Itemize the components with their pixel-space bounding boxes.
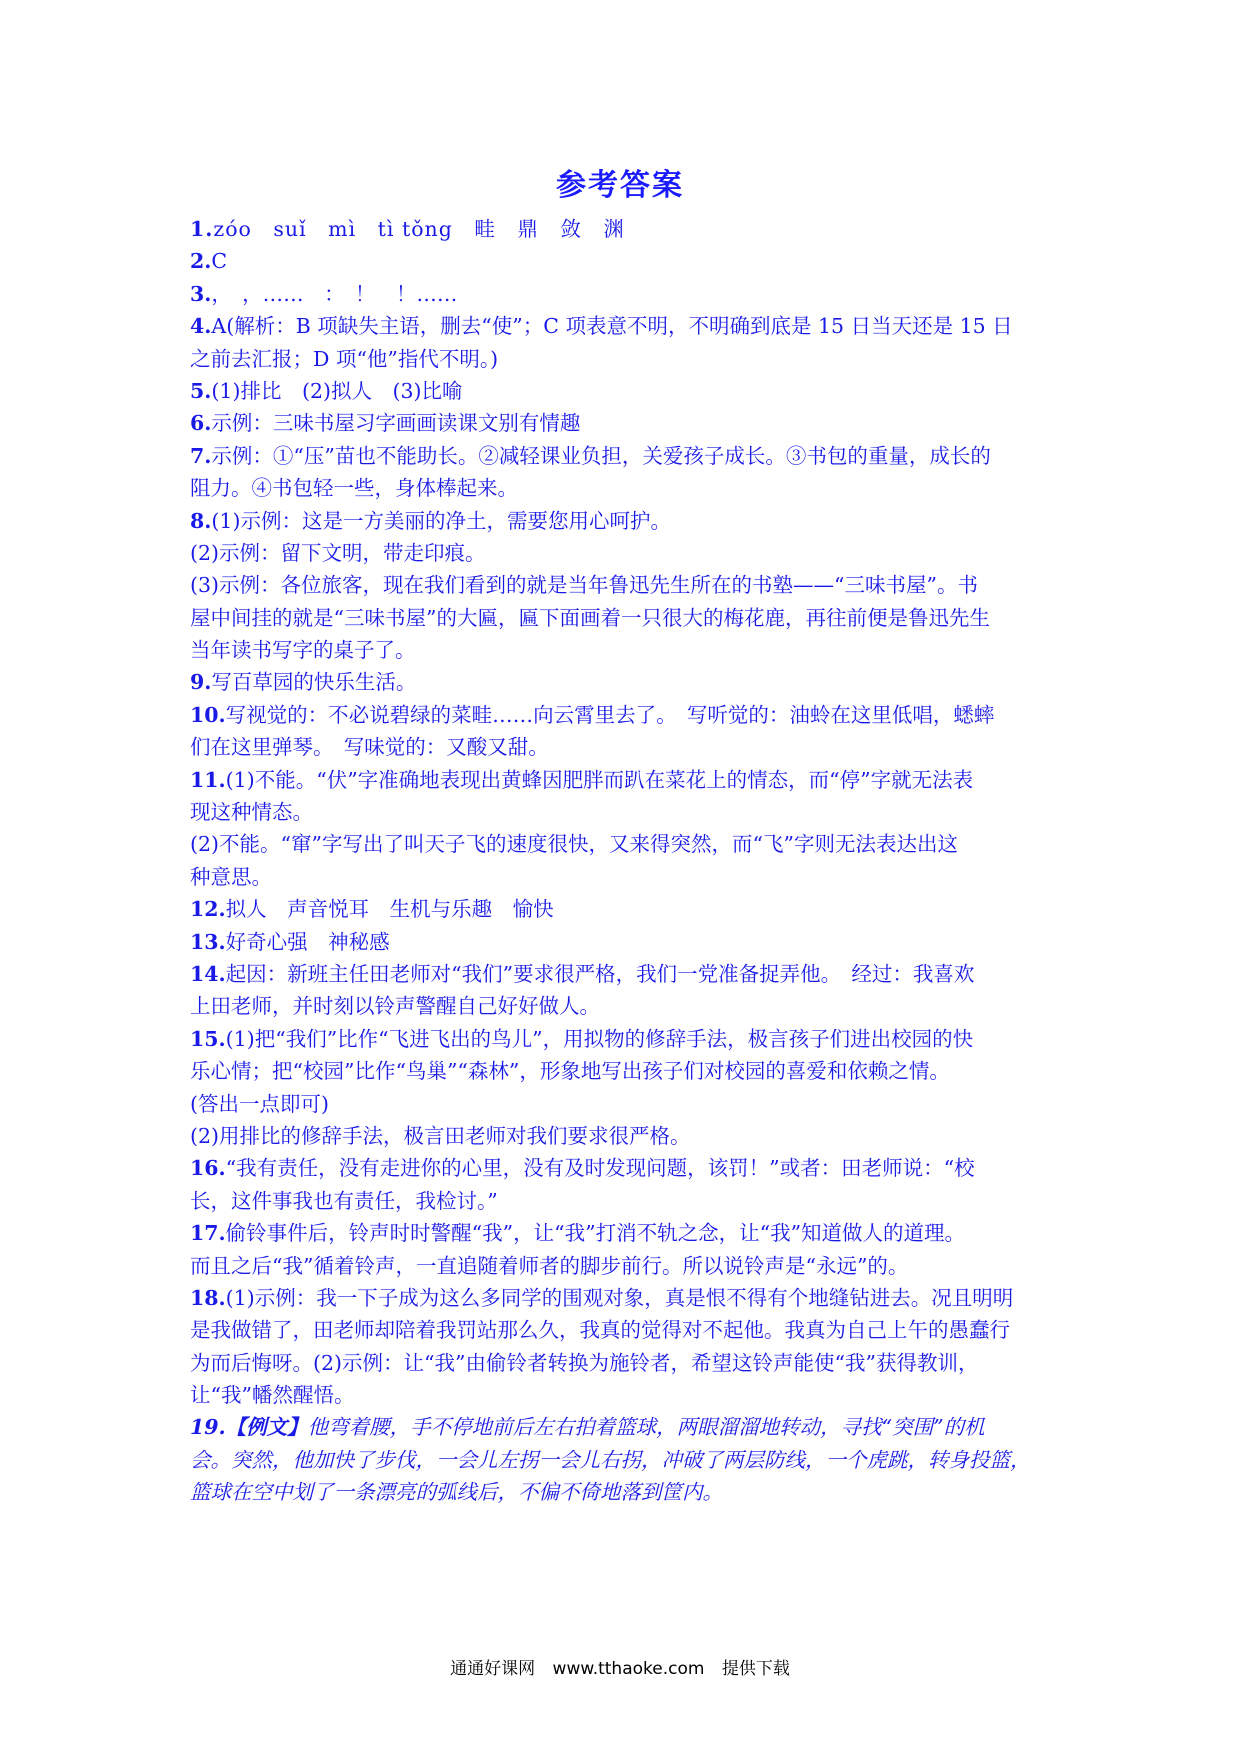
answer-11-cont: 现这种情态。 [190, 800, 313, 825]
answer-18-cont: 让“我”幡然醒悟。 [190, 1383, 355, 1408]
answer-text: (1)排比 (2)拟人 (3)比喻 [211, 378, 463, 403]
answer-text: “我有责任，没有走进你的心里，没有及时发现问题，该罚！”或者：田老师说：“校 [225, 1156, 975, 1181]
answer-8-cont: 当年读书写字的桌子了。 [190, 638, 416, 663]
answer-5 [190, 375, 1066, 407]
footer-url: www.tthaoke.com [552, 1659, 705, 1679]
answer-14 [190, 958, 1066, 990]
answer-number: 1. [190, 217, 214, 241]
answer-number: 14. [190, 961, 226, 986]
answer-list [190, 213, 1066, 1509]
answer-number: 12. [190, 897, 226, 922]
answer-8-cont: 屋中间挂的就是“三味书屋”的大匾，匾下面画着一只很大的梅花鹿，再往前便是鲁迅先生 [190, 605, 990, 630]
answer-text: A(解析：B 项缺失主语，删去“使”；C 项表意不明，不明确到底是 15 日当天还是 15 日 [211, 314, 1013, 339]
answer-8-cont: (2)示例：留下文明，带走印痕。 [190, 540, 486, 565]
answer-number: 6. [190, 411, 212, 436]
answer-number: 11. [190, 767, 226, 792]
answer-text: 他弯着腰，手不停地前后左右拍着篮球，两眼溜溜地转动，寻找“突围”的机 [307, 1415, 985, 1440]
answer-19 [190, 1411, 1066, 1443]
answer-6 [190, 407, 1066, 439]
answer-18-cont: 为而后悔呀。(2)示例：让“我”由偷铃者转换为施铃者，希望这铃声能使“我”获得教训， [190, 1350, 979, 1375]
answer-text: 拟人 声音悦耳 生机与乐趣 愉快 [225, 897, 554, 922]
answer-2 [190, 245, 1066, 277]
answer-14-cont: 上田老师，并时刻以铃声警醒自己好好做人。 [190, 994, 600, 1019]
answer-8 [190, 505, 1066, 537]
answer-text: 写视觉的：不必说碧绿的菜畦……向云霄里去了。 写听觉的：油蛉在这里低唱，蟋蟀 [225, 702, 995, 727]
answer-4 [190, 310, 1066, 342]
answer-number: 2. [190, 249, 212, 274]
answer-18 [190, 1282, 1066, 1314]
model-essay-label: 【例文】 [225, 1415, 308, 1440]
answer-3 [190, 278, 1066, 310]
footer-site-name: 通通好课网 [450, 1659, 536, 1679]
answer-9 [190, 666, 1066, 698]
answer-7-cont: 阻力。④书包轻一些，身体棒起来。 [190, 476, 518, 501]
answer-15-cont: 乐心情；把“校园”比作“鸟巢”“森林”，形象地写出孩子们对校园的喜爱和依赖之情。 [190, 1059, 950, 1084]
answer-text: zóo suǐ mì tì tǒng 畦 鼎 敛 渊 [213, 217, 625, 241]
answer-16-cont: 长，这件事我也有责任，我检讨。” [190, 1188, 498, 1213]
answer-number: 8. [190, 508, 212, 533]
answer-number: 5. [190, 378, 212, 403]
answer-number: 19. [190, 1415, 226, 1440]
answer-15-cont: (2)用排比的修辞手法，极言田老师对我们要求很严格。 [190, 1123, 691, 1148]
answer-17 [190, 1217, 1066, 1249]
footer-note: 提供下载 [721, 1659, 790, 1679]
answer-number: 4. [190, 314, 212, 339]
answer-number: 16. [190, 1156, 226, 1181]
answer-10 [190, 699, 1066, 731]
answer-11-cont: (2)不能。“窜”字写出了叫天子飞的速度很快，又来得突然，而“飞”字则无法表达出这 [190, 832, 958, 857]
answer-15-cont: (答出一点即可) [190, 1091, 329, 1116]
answer-17-cont: 而且之后“我”循着铃声，一直追随着师者的脚步前行。所以说铃声是“永远”的。 [190, 1253, 909, 1278]
answer-text: (1)示例：我一下子成为这么多同学的围观对象，真是恨不得有个地缝钻进去。况且明明 [225, 1285, 1014, 1310]
answer-18-cont: 是我做错了，田老师却陪着我罚站那么久，我真的觉得对不起他。我真为自己上午的愚蠢行 [190, 1318, 1010, 1343]
answer-number: 3. [190, 281, 212, 306]
answer-12 [190, 893, 1066, 925]
answer-number: 13. [190, 929, 226, 954]
answer-11 [190, 764, 1066, 796]
answer-text: (1)示例：这是一方美丽的净土，需要您用心呵护。 [211, 508, 671, 533]
answer-text: ， ，…… ： ！ ！…… [211, 281, 458, 306]
answer-15 [190, 1023, 1066, 1055]
answer-11-cont: 种意思。 [190, 864, 272, 889]
answer-number: 18. [190, 1285, 226, 1310]
answer-number: 7. [190, 443, 212, 468]
answer-text: 好奇心强 神秘感 [225, 929, 390, 954]
page-footer [0, 1654, 1240, 1679]
answer-10-cont: 们在这里弹琴。 写味觉的：又酸又甜。 [190, 735, 549, 760]
answer-7 [190, 440, 1066, 472]
answer-text: (1)不能。“伏”字准确地表现出黄蜂因肥胖而趴在菜花上的情态，而“停”字就无法表 [225, 767, 974, 792]
answer-19-cont: 篮球在空中划了一条漂亮的弧线后，不偏不倚地落到筐内。 [190, 1480, 723, 1505]
answer-number: 15. [190, 1026, 226, 1051]
answer-text: 写百草园的快乐生活。 [211, 670, 417, 695]
answer-text: 起因：新班主任田老师对“我们”要求很严格，我们一党准备捉弄他。 经过：我喜欢 [225, 961, 975, 986]
answer-text: C [211, 249, 228, 274]
answer-4-cont: 之前去汇报；D 项“他”指代不明。) [190, 346, 499, 371]
answer-text: 偷铃事件后，铃声时时警醒“我”，让“我”打消不轨之念，让“我”知道做人的道理。 [225, 1221, 966, 1246]
answer-number: 17. [190, 1221, 226, 1246]
answer-text: 示例：三味书屋习字画画读课文别有情趣 [211, 411, 581, 436]
page-title: 参考答案 [556, 168, 684, 203]
answer-13 [190, 926, 1066, 958]
answer-number: 10. [190, 702, 226, 727]
answer-text: 示例：①“压”苗也不能助长。②减轻课业负担，关爱孩子成长。③书包的重量，成长的 [211, 443, 991, 468]
answer-text: (1)把“我们”比作“飞进飞出的鸟儿”，用拟物的修辞手法，极言孩子们进出校园的快 [225, 1026, 974, 1051]
answer-number: 9. [190, 670, 212, 695]
answer-8-cont: (3)示例：各位旅客，现在我们看到的就是当年鲁迅先生所在的书塾——“三味书屋”。书 [190, 573, 978, 598]
answer-16 [190, 1152, 1066, 1184]
answer-1 [190, 213, 1066, 245]
answer-19-cont: 会。突然，他加快了步伐，一会儿左拐一会儿右拐，冲破了两层防线，一个虎跳，转身投篮， [190, 1447, 1031, 1472]
